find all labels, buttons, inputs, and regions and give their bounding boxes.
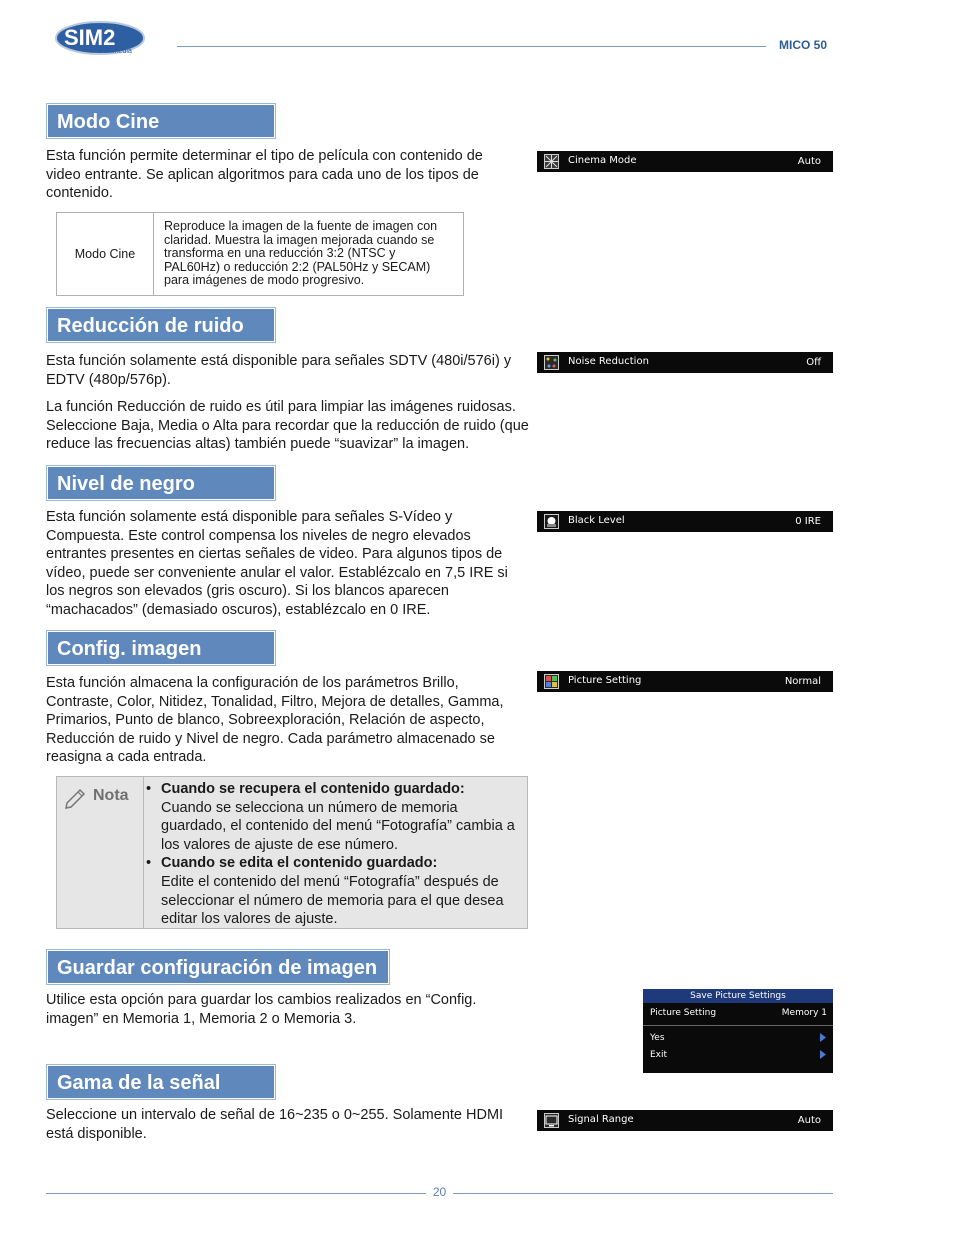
menu-label: Cinema Mode — [568, 155, 637, 166]
save-panel-header: Save Picture Settings — [643, 989, 833, 1003]
cine-table-desc: Reproduce la imagen de la fuente de imagen con claridad. Muestra la imagen mejorada cuando se transforma en una reducción 3:2 (NTSC y PAL60Hz) o reducción 2:2 (PAL50Hz y SECAM) para imágenes de modo progresivo. — [154, 213, 464, 296]
menu-value: Auto — [797, 156, 821, 167]
negro-text: Esta función solamente está disponible para señales S-Vídeo y Compuesta. Este control compensa los niveles de negro elevados entrantes presentes en ciertas señales de video. Para algunos tipos de vídeo, puede ser conveniente anular el valor. Establézcalo en 7,5 IRE si los negros son elevados (gris oscuro). Si los blancos aparecen “machacados” (demasiado oscuros), establézcalo en 0 IRE. — [46, 509, 508, 618]
menu-value: Auto — [797, 1115, 821, 1126]
menu-noise-reduction — [537, 352, 833, 373]
ruido-text-2: La función Reducción de ruido es útil para limpiar las imágenes ruidosas. Seleccione Baja, Media o Alta para recordar que la reducción de ruido (que reduce las frecuencias altas) también puede “suavizar” la imagen. — [46, 399, 529, 453]
note-body — [146, 780, 521, 929]
cine-text: Esta función permite determinar el tipo de película con contenido de video entrante. Se aplican algoritmos para cada uno de los tipos de contenido. — [46, 148, 483, 202]
bullet-icon: • — [146, 855, 152, 872]
svg-text:Multimedia: Multimedia — [98, 48, 132, 55]
note-box — [56, 776, 528, 929]
menu-signal-range — [537, 1110, 833, 1131]
menu-black-level — [537, 511, 833, 532]
pencil-icon — [64, 785, 90, 809]
note-bullet-2-text: Edite el contenido del menú “Fotografía” después de seleccionar el número de memoria para el que desea editar los valores de ajuste. — [161, 873, 504, 928]
guardar-text: Utilice esta opción para guardar los cambios realizados en “Config. imagen” en Memoria 1, Memoria 2 o Memoria 3. — [46, 992, 477, 1027]
menu-value: Normal — [784, 676, 821, 687]
menu-label: Black Level — [568, 515, 625, 526]
menu-label: Signal Range — [568, 1114, 634, 1125]
gama-text: Seleccione un intervalo de señal de 16~235 o 0~255. Solamente HDMI está disponible. — [46, 1107, 504, 1142]
footer-rule-right — [453, 1193, 833, 1194]
footer-rule-left — [46, 1193, 426, 1194]
arrow-right-icon — [820, 1050, 826, 1059]
menu-value: 0 IRE — [795, 516, 821, 527]
save-exit-option[interactable]: Exit — [650, 1050, 668, 1060]
note-divider — [143, 777, 144, 928]
save-yes-option[interactable]: Yes — [650, 1033, 665, 1043]
section-title-cine: Modo Cine — [46, 103, 276, 139]
save-row-label: Picture Setting — [650, 1008, 717, 1018]
note-bullet-2 — [146, 854, 521, 928]
menu-label: Noise Reduction — [568, 356, 649, 367]
section-title-gama: Gama de la señal — [46, 1064, 276, 1100]
note-bullet-1-text: Cuando se selecciona un número de memoria guardado, el contenido del menú “Fotografía” cambia a los valores de ajuste de ese número. — [161, 799, 515, 853]
menu-picture-setting — [537, 671, 833, 692]
bullet-icon: • — [146, 781, 152, 797]
save-row-value: Memory 1 — [781, 1008, 827, 1018]
ruido-text-1: Esta función solamente está disponible para señales SDTV (480i/576i) y EDTV (480p/576p). — [46, 353, 512, 388]
svg-text:SIM2: SIM2 — [64, 25, 116, 50]
note-bullet-2-title: Cuando se edita el contenido guardado: — [161, 855, 438, 872]
model-name: MICO 50 — [779, 38, 828, 52]
note-label: Nota — [93, 787, 129, 804]
header-rule — [177, 46, 766, 47]
cine-table-label: Modo Cine — [57, 213, 154, 296]
black-level-icon — [544, 514, 559, 529]
section-title-config: Config. imagen — [46, 630, 276, 666]
menu-value: Off — [806, 357, 821, 368]
menu-label: Picture Setting — [568, 675, 642, 686]
note-bullet-1 — [146, 780, 521, 854]
signal-range-icon — [544, 1113, 559, 1128]
config-text: Esta función almacena la configuración de los parámetros Brillo, Contraste, Color, Nitidez, Tonalidad, Filtro, Mejora de detalles, Gamma, Primarios, Punto de blanco, Sobreexploración, Relación de aspecto, Reducción de ruido y Nivel de negro. Cada parámetro almacenado se reasigna a cada entrada. — [46, 675, 504, 766]
save-panel-divider — [643, 1025, 833, 1026]
cine-table — [56, 212, 464, 296]
noise-reduction-icon — [544, 355, 559, 370]
section-title-ruido: Reducción de ruido — [46, 307, 276, 343]
arrow-right-icon — [820, 1033, 826, 1042]
picture-setting-icon — [544, 674, 559, 689]
cinema-mode-icon — [544, 154, 559, 169]
save-picture-settings-panel — [643, 989, 833, 1073]
menu-cinema-mode — [537, 151, 833, 172]
section-title-negro: Nivel de negro — [46, 465, 276, 501]
page-number: 20 — [432, 1185, 447, 1199]
note-bullet-1-title: Cuando se recupera el contenido guardado: — [161, 781, 465, 797]
section-title-guardar: Guardar configuración de imagen — [46, 949, 390, 985]
sim2-logo — [54, 16, 152, 56]
